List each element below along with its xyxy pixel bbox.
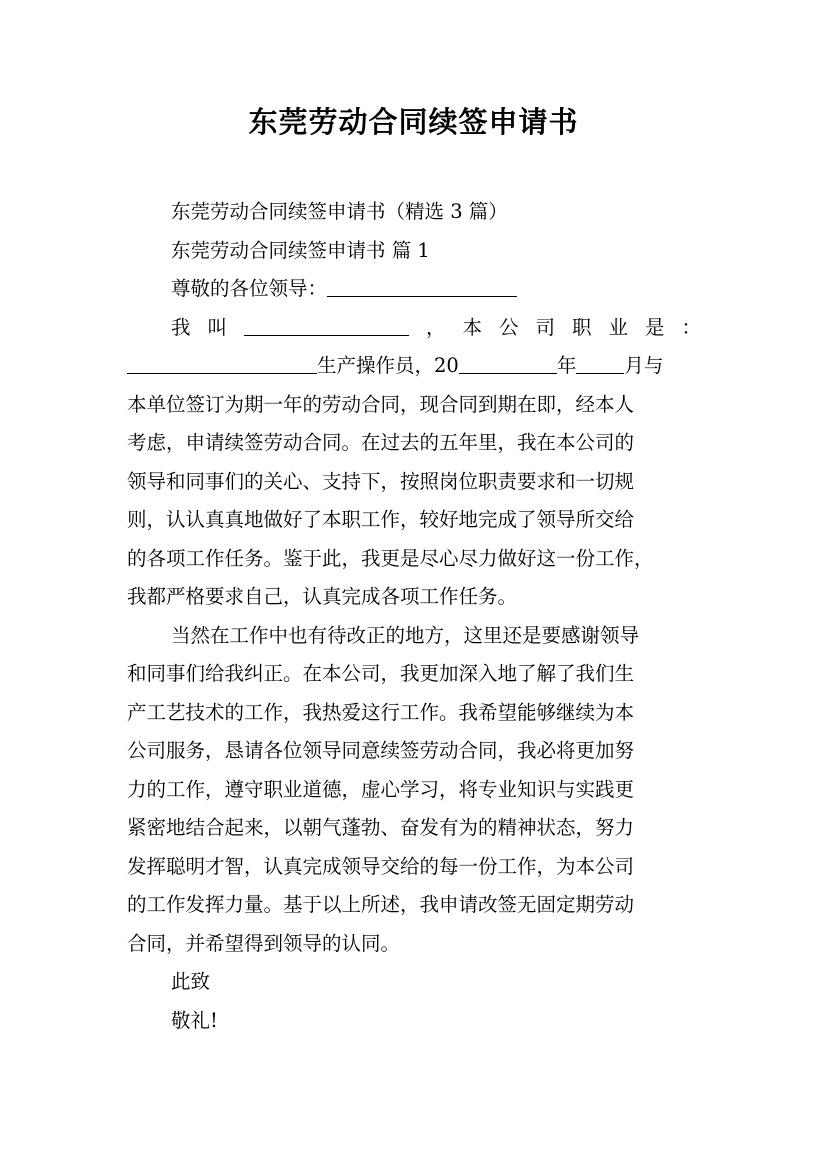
paragraph-line: 的工作发挥力量。基于以上所述，我申请改签无固定期劳动: [127, 893, 635, 916]
paragraph-line: 合同，并希望得到领导的认同。: [127, 931, 401, 955]
char: ，: [425, 315, 446, 339]
char: 我: [171, 315, 191, 339]
year-text: 年: [556, 354, 577, 377]
salutation: [127, 270, 701, 309]
position-text: 生产操作员，20: [317, 354, 459, 377]
page-title: 东莞劳动合同续签申请书: [248, 105, 579, 139]
paragraph-line: 当然在工作中也有待改正的地方，这里还是要感谢领导: [171, 623, 640, 647]
month-text: 月与: [624, 354, 664, 377]
paragraph-line: 紧密地结合起来，以朝气蓬勃、奋发有为的精神状态，努力: [127, 816, 635, 839]
document-body: [127, 193, 701, 1040]
paragraph-line: 力的工作，遵守职业道德，虚心学习，将专业知识与实践更: [127, 777, 635, 801]
position-date-line: [127, 347, 701, 386]
year-blank: [459, 353, 557, 374]
closing-line: 此致: [171, 970, 211, 993]
char: 司: [535, 315, 555, 339]
char: 叫: [207, 315, 228, 339]
paragraph-line: 领导和同事们的关心、支持下，按照岗位职责要求和一切规: [127, 469, 635, 493]
name-blank: [244, 315, 409, 336]
paragraph-line: 发挥聪明才智，认真完成领导交给的每一份工作，为本公司: [127, 854, 635, 878]
char: 业: [608, 315, 628, 339]
paragraph-line: 则，认认真真地做好了本职工作，较好地完成了领导所交给: [127, 508, 635, 531]
paragraph-line: 和同事们给我纠正。在本公司，我更加深入地了解了我们生: [127, 662, 635, 685]
job-blank: [127, 353, 317, 374]
closing-greeting: 敬礼!: [171, 1008, 218, 1032]
paragraph-line: 本单位签订为期一年的劳动合同，现合同到期在即，经本人: [127, 392, 635, 416]
char: ：: [681, 315, 701, 339]
char: 是: [644, 315, 665, 339]
subtitle: 东莞劳动合同续签申请书（精选 3 篇）: [171, 200, 508, 223]
char: 职: [571, 315, 592, 339]
paragraph-line: 考虑，申请续签劳动合同。在过去的五年里，我在本公司的: [127, 431, 635, 454]
name-job-line: [127, 309, 701, 348]
part-label: 东莞劳动合同续签申请书 篇 1: [171, 238, 430, 262]
leader-blank: [327, 276, 517, 297]
salutation-text: 尊敬的各位领导：: [171, 277, 328, 300]
paragraph-line: 的各项工作任务。鉴于此，我更是尽心尽力做好这一份工作，: [127, 546, 654, 570]
char: 公: [498, 315, 519, 339]
month-blank: [576, 353, 624, 374]
paragraph-line: 产工艺技术的工作，我热爱这行工作。我希望能够继续为本: [127, 700, 635, 724]
paragraph-line: 我都严格要求自己，认真完成各项工作任务。: [127, 585, 518, 608]
char: 本: [462, 315, 482, 339]
paragraph-line: 公司服务，恳请各位领导同意续签劳动合同，我必将更加努: [127, 739, 635, 762]
